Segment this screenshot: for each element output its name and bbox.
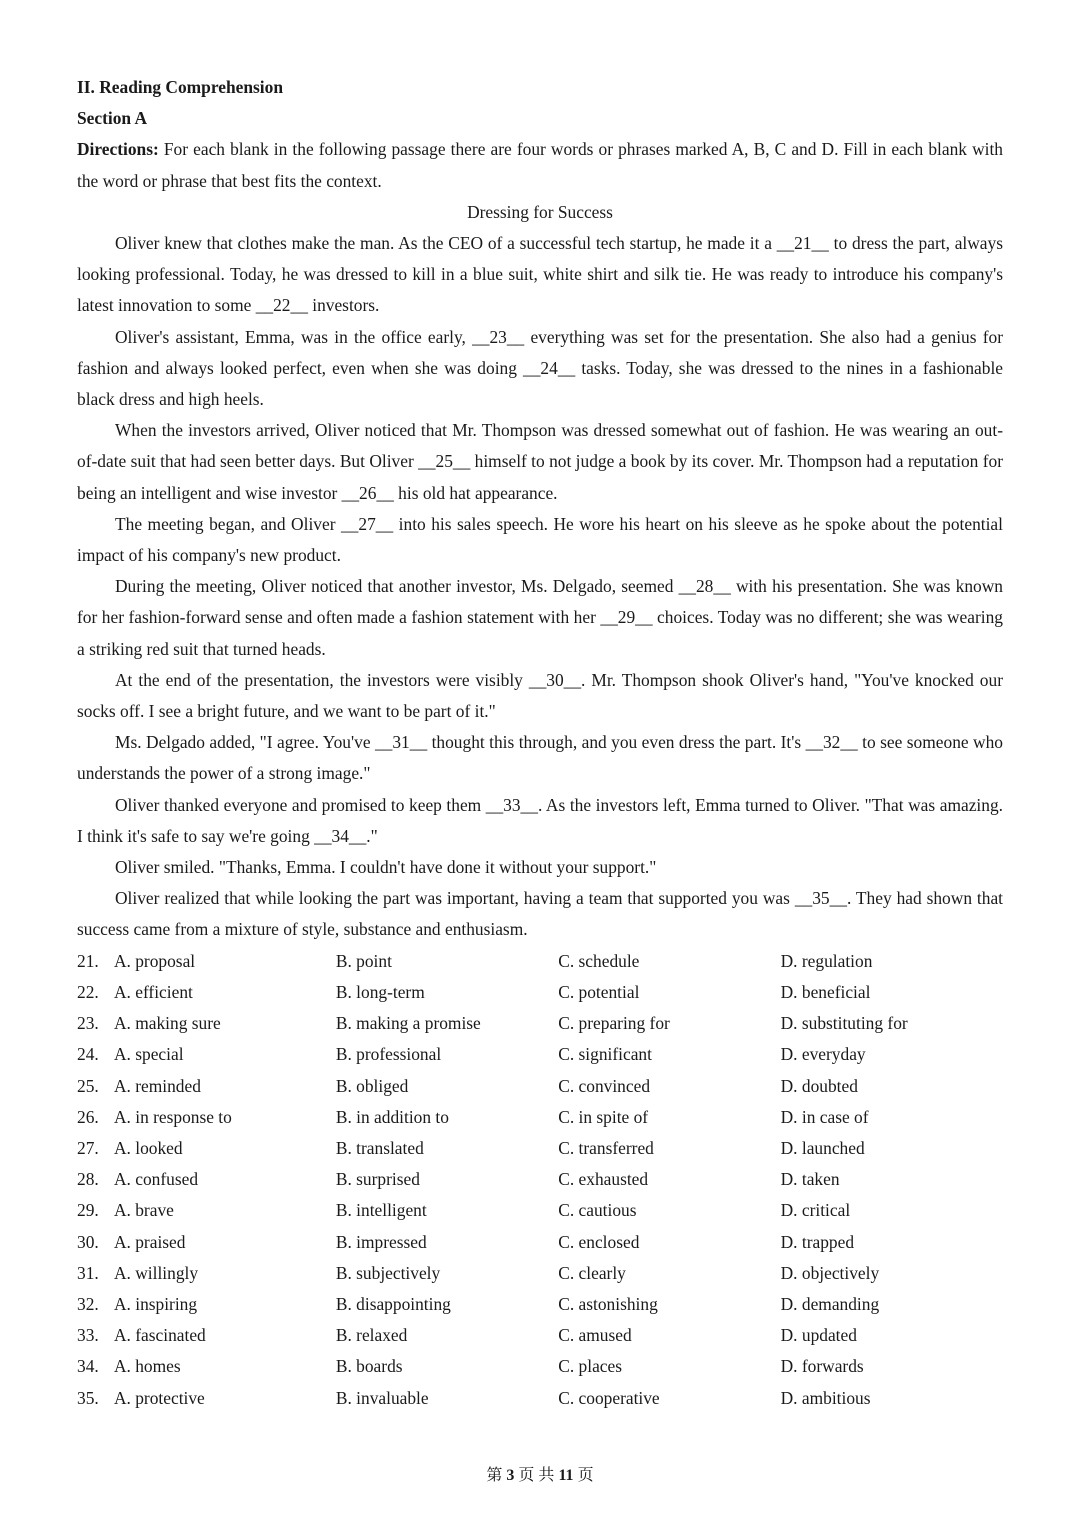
question-number: 25. <box>77 1075 99 1096</box>
question-number: 31. <box>77 1262 99 1283</box>
directions-label: Directions: <box>77 139 159 160</box>
question-number: 35. <box>77 1387 99 1408</box>
option-b: B. invaluable <box>335 1387 429 1408</box>
options-list <box>77 946 1003 1414</box>
option-a: A. confused <box>113 1169 199 1190</box>
option-a: A. looked <box>113 1137 183 1158</box>
option-c: C. cooperative <box>558 1387 660 1408</box>
footer-page-number: 3 <box>506 1467 515 1484</box>
question-number: 24. <box>77 1044 99 1065</box>
option-c: C. places <box>558 1356 622 1377</box>
option-d: D. regulation <box>780 950 873 971</box>
option-d: D. ambitious <box>780 1387 871 1408</box>
option-b: B. obliged <box>335 1075 409 1096</box>
option-c: C. potential <box>558 981 640 1002</box>
option-c: C. cautious <box>558 1200 637 1221</box>
question-number: 27. <box>77 1137 99 1158</box>
passage-paragraph: Oliver smiled. "Thanks, Emma. I couldn't have done it without your support." <box>115 857 657 878</box>
page-content <box>77 72 1003 1414</box>
question-number: 34. <box>77 1356 99 1377</box>
passage-paragraph: Oliver thanked everyone and promised to keep them __33__. As the investors left, Emma turned to Oliver. "That was amazing. I think it's safe to say we're going __34__." <box>77 794 1003 846</box>
option-row <box>77 1320 1003 1351</box>
option-d: D. demanding <box>780 1293 880 1314</box>
option-b: B. disappointing <box>335 1293 451 1314</box>
option-d: D. updated <box>780 1325 857 1346</box>
directions-text: For each blank in the following passage there are four words or phrases marked A, B, C and D. Fill in each blank with the word or phrase that best fits the context. <box>77 139 1003 191</box>
option-b: B. in addition to <box>335 1106 449 1127</box>
option-b: B. point <box>335 950 392 971</box>
page-footer <box>0 1462 1080 1485</box>
question-number: 33. <box>77 1325 99 1346</box>
option-b: B. surprised <box>335 1169 420 1190</box>
option-d: D. substituting for <box>780 1013 908 1034</box>
option-b: B. subjectively <box>335 1262 441 1283</box>
footer-total-pages: 11 <box>558 1467 574 1484</box>
option-a: A. special <box>113 1044 184 1065</box>
footer-suffix: 页 <box>573 1467 594 1484</box>
option-d: D. forwards <box>780 1356 864 1377</box>
option-c: C. transferred <box>558 1137 654 1158</box>
option-a: A. in response to <box>113 1106 232 1127</box>
option-c: C. preparing for <box>558 1013 670 1034</box>
option-d: D. in case of <box>780 1106 869 1127</box>
passage-paragraph: Oliver's assistant, Emma, was in the office early, __23__ everything was set for the presentation. She also had a genius for fashion and always looked perfect, even when she was doing __24__ tasks. Today, she was dressed to the nines in a fashionable black dress and high heels. <box>77 326 1003 410</box>
option-a: A. efficient <box>113 981 193 1002</box>
option-row <box>77 946 1003 977</box>
option-c: C. in spite of <box>558 1106 649 1127</box>
option-d: D. beneficial <box>780 981 871 1002</box>
option-a: A. fascinated <box>113 1325 206 1346</box>
option-c: C. amused <box>558 1325 632 1346</box>
passage-title: Dressing for Success <box>467 201 613 222</box>
option-row <box>77 977 1003 1008</box>
question-number: 29. <box>77 1200 99 1221</box>
option-a: A. brave <box>113 1200 174 1221</box>
question-number: 21. <box>77 950 99 971</box>
option-a: A. praised <box>113 1231 186 1252</box>
passage-paragraph: Oliver knew that clothes make the man. As the CEO of a successful tech startup, he made it a __21__ to dress the part, always looking professional. Today, he was dressed to kill in a blue suit, white shirt and silk tie. He was ready to introduce his company's latest innovation to some __22__ investors. <box>77 233 1003 316</box>
option-row <box>77 1102 1003 1133</box>
option-row <box>77 1351 1003 1382</box>
option-c: C. clearly <box>558 1262 626 1283</box>
option-row <box>77 1289 1003 1320</box>
option-c: C. significant <box>558 1044 652 1065</box>
passage-paragraph: The meeting began, and Oliver __27__ into his sales speech. He wore his heart on his sleeve as he spoke about the potential impact of his company's new product. <box>77 513 1003 566</box>
option-d: D. objectively <box>780 1262 880 1283</box>
question-number: 30. <box>77 1231 99 1252</box>
passage-paragraph: Oliver realized that while looking the part was important, having a team that supported you was __35__. They had shown that success came from a mixture of style, substance and enthusiasm. <box>77 888 1003 940</box>
option-b: B. intelligent <box>335 1200 427 1221</box>
option-row <box>77 1008 1003 1039</box>
question-number: 23. <box>77 1013 99 1034</box>
option-b: B. making a promise <box>335 1013 481 1034</box>
option-row <box>77 1383 1003 1414</box>
option-a: A. protective <box>113 1387 205 1408</box>
option-a: A. making sure <box>113 1013 221 1034</box>
passage-paragraph: At the end of the presentation, the investors were visibly __30__. Mr. Thompson shook Oliver's hand, "You've knocked our socks off. I see a bright future, and we want to be part of it." <box>77 669 1003 722</box>
question-number: 22. <box>77 981 99 1002</box>
option-row <box>77 1258 1003 1289</box>
directions <box>77 134 1003 196</box>
passage-paragraph: During the meeting, Oliver noticed that another investor, Ms. Delgado, seemed __28__ with his presentation. She was known for her fashion-forward sense and often made a fashion statement with her __29__ choices. Today was no different; she was wearing a striking red suit that turned heads. <box>77 576 1003 659</box>
option-d: D. trapped <box>780 1231 855 1252</box>
option-b: B. boards <box>335 1356 403 1377</box>
option-a: A. willingly <box>113 1262 199 1283</box>
option-c: C. exhausted <box>558 1169 649 1190</box>
option-row <box>77 1071 1003 1102</box>
option-a: A. inspiring <box>113 1293 198 1314</box>
option-c: C. astonishing <box>558 1293 658 1314</box>
option-a: A. proposal <box>113 950 196 971</box>
option-d: D. doubted <box>780 1075 858 1096</box>
question-number: 28. <box>77 1169 99 1190</box>
option-d: D. taken <box>780 1169 840 1190</box>
option-c: C. schedule <box>558 950 640 971</box>
option-d: D. launched <box>780 1137 865 1158</box>
option-b: B. long-term <box>335 981 425 1002</box>
option-row <box>77 1039 1003 1070</box>
option-b: B. professional <box>335 1044 442 1065</box>
option-row <box>77 1133 1003 1164</box>
section-title: II. Reading Comprehension <box>77 77 283 97</box>
option-row <box>77 1227 1003 1258</box>
passage-paragraph: When the investors arrived, Oliver noticed that Mr. Thompson was dressed somewhat out of fashion. He was wearing an out-of-date suit that had seen better days. But Oliver __25__ himself to not judge a book by its cover. Mr. Thompson had a reputation for being an intelligent and wise investor __26__ his old hat appearance. <box>77 420 1003 503</box>
option-b: B. impressed <box>335 1231 427 1252</box>
option-c: C. convinced <box>558 1075 651 1096</box>
option-b: B. translated <box>335 1137 424 1158</box>
question-number: 26. <box>77 1106 99 1127</box>
footer-prefix: 第 <box>486 1467 507 1484</box>
option-d: D. everyday <box>780 1044 866 1065</box>
section-subtitle: Section A <box>77 108 148 129</box>
option-a: A. reminded <box>113 1075 201 1096</box>
option-a: A. homes <box>113 1356 181 1377</box>
passage-paragraph: Ms. Delgado added, "I agree. You've __31__ thought this through, and you even dress the part. It's __32__ to see someone who understands the power of a strong image." <box>77 732 1003 784</box>
option-d: D. critical <box>780 1200 851 1221</box>
option-b: B. relaxed <box>335 1325 408 1346</box>
question-number: 32. <box>77 1293 99 1314</box>
option-row <box>77 1195 1003 1226</box>
option-c: C. enclosed <box>558 1231 640 1252</box>
option-row <box>77 1164 1003 1195</box>
footer-mid: 页 共 <box>514 1467 559 1484</box>
